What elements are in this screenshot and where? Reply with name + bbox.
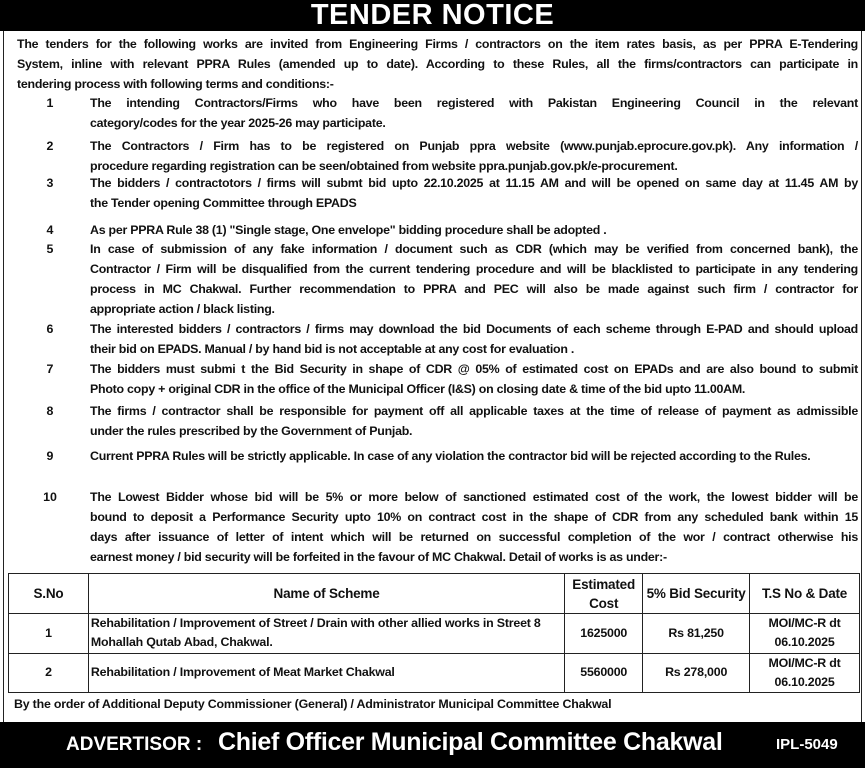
item-number: 6 bbox=[46, 322, 54, 336]
text-line: their bid on EPADS. Manual / by hand bid is not acceptable at any cost for evaluation . bbox=[90, 342, 575, 356]
term-item bbox=[90, 93, 858, 133]
term-item bbox=[90, 359, 858, 399]
text-line: The bidders / contractotors / firms will submt bid upto 22.10.2025 at 11.15 AM and will be opened on same day at 11.45 AM by bbox=[90, 176, 858, 190]
term-item bbox=[90, 401, 858, 441]
cell-security: Rs 81,250 bbox=[643, 614, 750, 654]
cell-sno: 1 bbox=[9, 614, 89, 654]
intro-paragraph bbox=[17, 34, 858, 94]
advertiser-name: Chief Officer Municipal Committee Chakwal bbox=[218, 728, 723, 756]
order-statement: By the order of Additional Deputy Commissioner (General) / Administrator Municipal Committee Chakwal bbox=[14, 697, 612, 711]
text-line: Contractor / Firm will be disqualified from the current tendering procedure and will be blacklisted to participate in any tendering bbox=[90, 262, 858, 276]
text-line: process in MC Chakwal. Further recommendation to PPRA and PEC will also be made against such firm / contractor for bbox=[90, 282, 858, 296]
item-number: 2 bbox=[46, 139, 54, 153]
text-line: In case of submission of any fake information / document such as CDR (which may be verified from concerned bank), the bbox=[90, 242, 858, 256]
term-item bbox=[90, 446, 858, 466]
item-number: 5 bbox=[46, 242, 54, 256]
table-row bbox=[9, 653, 860, 693]
term-item bbox=[90, 136, 858, 176]
text-line: The firms / contractor shall be responsible for payment off all applicable taxes at the time of release of payment as admissible bbox=[90, 404, 858, 418]
col-cost: Estimated Cost bbox=[565, 574, 643, 614]
text-line: System, inline with relevant PPRA Rules (amended up to date). According to these Rules, all the firms/contractors can participate in bbox=[17, 57, 858, 71]
cell-cost: 5560000 bbox=[565, 653, 643, 693]
cell-ts: MOI/MC-R dt 06.10.2025 bbox=[750, 653, 860, 693]
text-line: The interested bidders / contractors / firms may download the bid Documents of each scheme through E-PAD and should upload bbox=[90, 322, 858, 336]
works-table bbox=[8, 573, 860, 693]
text-line: The tenders for the following works are invited from Engineering Firms / contractors on the item rates basis, as per PPRA E-Tendering bbox=[17, 37, 858, 51]
col-security: 5% Bid Security bbox=[643, 574, 750, 614]
text-line: bound to deposit a Performance Security upto 10% on contract cost in the shape of CDR from any scheduled bank within 15 bbox=[90, 510, 858, 524]
table-header-row bbox=[9, 574, 860, 614]
col-scheme: Name of Scheme bbox=[88, 574, 564, 614]
col-sno: S.No bbox=[9, 574, 89, 614]
item-number: 9 bbox=[46, 449, 54, 463]
text-line: under the rules prescribed by the Government of Punjab. bbox=[90, 424, 413, 438]
text-line: category/codes for the year 2025-26 may participate. bbox=[90, 116, 386, 130]
text-line: days after issuance of letter of intent which will be returned on successful completion of the wor / contract otherwise his bbox=[90, 530, 858, 544]
cell-scheme: Rehabilitation / Improvement of Meat Market Chakwal bbox=[88, 653, 564, 693]
cell-security: Rs 278,000 bbox=[643, 653, 750, 693]
term-item bbox=[90, 487, 858, 567]
text-line: the Tender opening Committee through EPADS bbox=[90, 196, 357, 210]
text-line: earnest money / bid security will be forfeited in the favour of MC Chakwal. Detail of works is as under:- bbox=[90, 550, 667, 564]
item-number: 1 bbox=[46, 96, 54, 110]
ad-code: IPL-5049 bbox=[776, 736, 838, 753]
cell-cost: 1625000 bbox=[565, 614, 643, 654]
item-number: 10 bbox=[43, 490, 57, 504]
table-row bbox=[9, 614, 860, 654]
term-item bbox=[90, 239, 858, 319]
cell-ts: MOI/MC-R dt 06.10.2025 bbox=[750, 614, 860, 654]
text-line: procedure regarding registration can be seen/obtained from website ppra.punjab.gov.pk/e-procurement. bbox=[90, 159, 678, 173]
text-line: tendering process with following terms and conditions:- bbox=[17, 77, 334, 91]
advertiser-footer bbox=[0, 722, 865, 768]
item-number: 3 bbox=[46, 176, 54, 190]
cell-scheme: Rehabilitation / Improvement of Street / Drain with other allied works in Street 8 Mohallah Qutab Abad, Chakwal. bbox=[88, 614, 564, 654]
item-number: 4 bbox=[46, 223, 54, 237]
text-line: As per PPRA Rule 38 (1) "Single stage, One envelope" bidding procedure shall be adopted . bbox=[90, 223, 607, 237]
advertiser-label: ADVERTISOR : bbox=[66, 734, 203, 755]
term-item bbox=[90, 220, 858, 240]
col-ts: T.S No & Date bbox=[750, 574, 860, 614]
term-item bbox=[90, 319, 858, 359]
item-number: 8 bbox=[46, 404, 54, 418]
cell-sno: 2 bbox=[9, 653, 89, 693]
term-item bbox=[90, 173, 858, 213]
text-line: Photo copy + original CDR in the office of the Municipal Officer (I&S) on closing date & time of the bid upto 11.00AM. bbox=[90, 382, 746, 396]
text-line: The Contractors / Firm has to be registered on Punjab ppra website (www.punjab.eprocure.gov.pk). Any information / bbox=[90, 139, 858, 153]
text-line: The Lowest Bidder whose bid will be 5% or more below of sanctioned estimated cost of the work, the lowest bidder will be bbox=[90, 490, 858, 504]
item-number: 7 bbox=[46, 362, 54, 376]
text-line: The intending Contractors/Firms who have been registered with Pakistan Engineering Council in the relevant bbox=[90, 96, 858, 110]
text-line: appropriate action / black listing. bbox=[90, 302, 275, 316]
text-line: The bidders must submi t the Bid Security in shape of CDR @ 05% of estimated cost on EPADs and are also bound to submit bbox=[90, 362, 858, 376]
text-line: Current PPRA Rules will be strictly applicable. In case of any violation the contractor bid will be rejected according to the Rules. bbox=[90, 449, 811, 463]
page-title: TENDER NOTICE bbox=[0, 0, 865, 31]
